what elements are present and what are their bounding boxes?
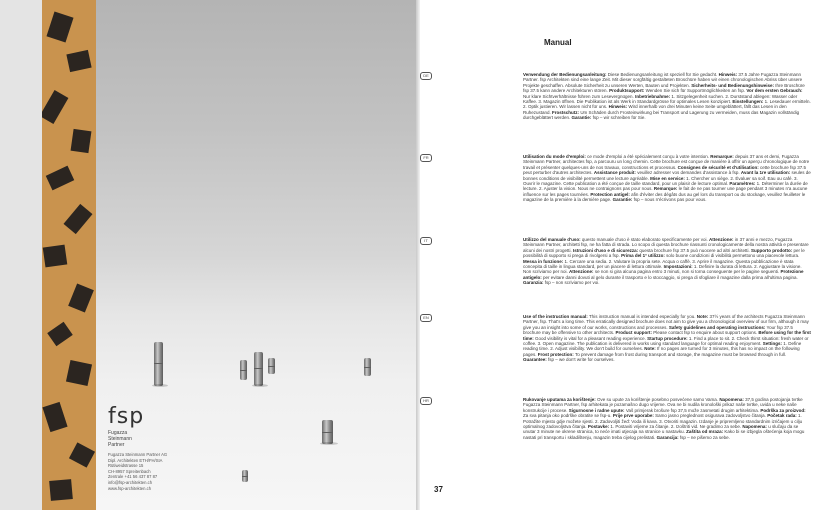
manual-description: Vaš primjerak brošure fsp 37,5 može zasmetati drugim arhitektima. [625, 407, 760, 413]
manual-description: Your fsp 37.5 brochure may be offensive to other architects. [523, 324, 793, 336]
manual-description: 1. Chercher un siège. 2. Évaluer sa soif. Eau ou café. 3. Ouvrir le magazine. Cette publication a été conçue de taille standard, pour un plaisir de lecture optimal. [523, 175, 798, 187]
manual-term: Consignes de sécurité et d'utilisation: [677, 164, 759, 170]
manual-term: Before using for the first time: [523, 330, 811, 341]
manual-description: 37.5 Jahre Fugazza Steinmann Partner. fsp Architekten sind eine lange Zeit. Mit dieser sorgfältig gestalteten Broschüre haben wir einen chronologischen Abriss über unsere Projekte geschaffen. Absolute Sicherheit zu unseren Werten, Bauten und Projekten. [523, 72, 803, 88]
manual-description: questa brochure fsp 37.5 può nuocere ad altri architetti. [639, 247, 750, 253]
manual-term: Remarque: [653, 186, 678, 192]
manual-description: per le possibilità di supporto si prega di rivolgersi a fsp. [523, 247, 805, 259]
manual-term: Safety guidelines and operating instructions: [668, 324, 766, 330]
manual-term: Remarque: [710, 154, 734, 159]
manual-description: Ove su upute za korištenje posebno posvećene samo Vama. [597, 397, 719, 402]
lang-section-hr [423, 397, 811, 440]
page-number: 37 [434, 485, 443, 494]
manual-term: Frostschutz: [552, 109, 580, 115]
manual-term: Prima del 1° utilizzo: [621, 253, 665, 259]
manual-description: seules de bonnes conditions de visibilité permettent une lecture agréable. [523, 170, 811, 181]
page-title: Manual [544, 38, 572, 47]
manual-term: Protection antigel: [590, 191, 630, 197]
manual-description: u slučaju da se unutar 3 minute ne okrene stranica, to neće imati utjecaja na stranice u nastavku. [523, 424, 799, 435]
manual-description: in 37 anni e mezzo, Fugazza Steinmann Partner, architetti fsp, ne ha fatta di strada. Lo scopo di questa brochure riassunti cronologicamente della nostra attività e presentare alcuni dei nostri progetti. [523, 237, 809, 253]
manual-description: fsp – ne pišemo za sebe. [679, 434, 730, 440]
manual-description: veuillez adresser vos demandes d'assistance à fsp. [637, 170, 740, 176]
manual-description: per evitare danni dovuti al gelo durante il trasporto e lo stoccaggio, si prega di sfogliare il magazine dalla prima all'ultima pagina. [543, 274, 798, 280]
manual-term: Garanzia: [523, 280, 544, 286]
manual-term: Napomena: [719, 397, 744, 402]
manual-term: Attenzione: [569, 269, 594, 275]
magnet [240, 360, 247, 380]
magnet [254, 352, 263, 386]
manual-description: Nur klare Sichtverhältnisse führen zum Lesevergnügen. [523, 93, 634, 99]
magnet [322, 420, 333, 444]
language-badge: IT [420, 237, 432, 245]
manual-description: 1. Déterminer la durée de lecture. 2. Ajuster la vision. Nous ne contraignons pas pour nous. [523, 181, 808, 192]
magnet [242, 470, 248, 482]
manual-term: Attenzione: [709, 237, 734, 242]
language-badge: HR [420, 397, 432, 405]
manual-term: Utilisation du mode d'emploi: [523, 154, 586, 159]
language-badge: FR [420, 154, 432, 162]
manual-term: Settings: [762, 341, 783, 347]
manual-description: 37½ years of the architects Fugazza Steinmann Partner, fsp. That's a long time. This erratically designed brochure does not aim to give you a chronological overview of our firm, although it may give you an insight into some of our works, constructions and processes. [523, 314, 809, 330]
manual-description: fsp – we don't write for ourselves. [548, 357, 615, 363]
manual-term: Paramètres: [729, 181, 756, 187]
manual-description: Ihre Broschüre fsp 37.5 kann andere Architekturen stören. [523, 82, 805, 94]
manual-text [523, 72, 811, 121]
logo-subtitle: Fugazza Steinmann Partner [108, 430, 132, 448]
manual-description: 1. Postaviti vrijeme za čitanje. 2. Izoštriti vid. Ne gradimo za sebe. [610, 424, 742, 430]
manual-text [523, 237, 811, 286]
cover-edge-stripe [42, 0, 96, 510]
manual-description: To prevent damage from frost during transport and storage, the magazine must be browsed through in full. [574, 351, 787, 357]
manual-description: se non si gira alcuna pagina entro 3 minuti, non si torna conseguente per le pagine seguenti. [594, 269, 780, 275]
manual-description: 37,5 godina postojanja tvrtke Fugazza Steinmann Partner, fsp arhitekata je pozamašno dugo vrijeme. Ova ne bi nudila kronološki prikaz naše tvrtke, uvida u neke naše konstrukcije i procese. [523, 397, 803, 413]
manual-description: ce mode d'emploi a été spécialement conçu à votre intention. [587, 154, 710, 159]
manual-description: This instruction manual is intended especially for you. [588, 314, 696, 319]
manual-description: Wird innerhalb von drei Minuten keine Seite umgeblättert, fällt das Lesen in den Ruhezustand. [523, 104, 787, 115]
manual-term: Protezione antigelo: [523, 269, 804, 280]
manual-description: 1. Sitzgelegenheit suchen. 2. Durststand ablegen: Wasser oder Kaffee. 3. Magazin öffnen. Die Publikation ist als Werk in Standardgrösse für optimales Lesen konzipiert. [523, 93, 798, 105]
magnet [154, 342, 163, 386]
manual-term: Use of the instruction manual: [523, 314, 588, 319]
manual-description: fsp – nous n'écrivons pas pour vous. [633, 197, 707, 203]
manual-term: Garantie: [571, 115, 592, 121]
manual-term: Impostazioni: [663, 264, 693, 270]
fsp-logo [108, 406, 144, 448]
manual-description: fsp – wir schreiben für Sie. [592, 115, 646, 121]
manual-term: Sicherheits- und Bedienungshinweise: [691, 82, 774, 88]
magnet [364, 358, 371, 376]
manual-text [523, 314, 811, 363]
manual-term: Einstellungen: [732, 99, 764, 105]
manual-term: Zaštita od mraza: [686, 429, 724, 435]
manual-description: questo manuale d'uso è stato elaborato specificamente per voi. [581, 237, 708, 242]
manual-description: 1. Definire la durata di lettura. 2. Aggiustare la visione. Non scriviamo per noi. [523, 264, 802, 275]
manual-description: solo buone condizioni di visibilità permettono una piacevole lettura. [666, 253, 800, 259]
manual-term: Verwendung der Bedienungsanleitung: [523, 72, 607, 77]
manual-term: Hinweis: [718, 72, 738, 77]
manual-term: Postavke: [587, 424, 610, 430]
manual-term: Startup procedure: [647, 335, 688, 341]
manual-description: Wenden Sie sich für Supportmöglichkeiten an fsp. [645, 88, 746, 94]
company-address: Fugazza Steinmann Partner AG Dipl. Architekten ETH/FH/SIA Rütiweidstrasse 15 CH-8957 Spreitenbach Zentrale +41 56 437 87 87 info@fsp-architekten.ch www.fsp-architekten.ch [108, 452, 168, 491]
manual-term: Podrška za proizvod: [760, 407, 806, 413]
manual-description: Diese Bedienungsanleitung ist speziell für Sie gedacht. [607, 72, 718, 77]
magnet [268, 358, 275, 374]
manual-term: Avant la 1re utilisation: [740, 170, 791, 176]
manual-term: Vor dem ersten Gebrauch: [746, 88, 803, 94]
manual-term: Note: [644, 346, 656, 352]
manual-description: Za sva pitanja oko podrške obratite se fsp-u. [523, 413, 612, 419]
lang-section-it [424, 237, 811, 286]
manual-description: 1. Lesedauer ermitteln. 2. Optik justieren. Wir lassen nicht für uns. [523, 99, 811, 110]
magnets-photo [96, 0, 418, 510]
manual-description: Kako bi se izbjegla oštećenja koja mogu nastati pri transportu i skladištenju, magazin treba cijelog prelistati. [523, 429, 805, 440]
right-page [420, 0, 820, 510]
manual-term: Messa in funzione: [523, 258, 564, 264]
manual-term: Frost protection: [537, 351, 574, 357]
manual-term: Garancija: [656, 434, 679, 440]
manual-text [523, 397, 811, 440]
manual-term: Napomena: [742, 424, 767, 430]
manual-term: Supporto prodotto: [751, 247, 793, 253]
manual-term: Početak rada: [767, 413, 797, 419]
manual-description: 1. Find a place to sit. 2. Check thirst situation: fresh water or coffee. 3. Open magazine. The publication is delivered in works using standard language for optimal reading enjoyment. [523, 335, 809, 347]
manual-term: Note: [696, 314, 709, 319]
manual-description: Please contact fsp to enquire about support options. [653, 330, 758, 336]
logo-mark: fsp [108, 404, 145, 429]
language-badge: DE [420, 72, 432, 80]
manual-description: Samo jasno preglednost osigurava zadovoljstvo čitanja. [655, 413, 766, 419]
lang-section-fr [423, 154, 811, 203]
manual-term: Product support: [615, 330, 652, 336]
manual-description: 1. Define reading time. 2. Adjust visibility. We don't build for ourselves. [523, 341, 802, 352]
manual-term: Prije prve uporabe: [612, 413, 654, 419]
manual-description: If no pages are turned for 3 minutes, this has no impact on the following pages. [523, 346, 800, 357]
manual-term: Assistance produit: [593, 170, 636, 176]
manual-description: 1. Potražite mjesto gdje možete sjesti. 2. Zadovoljiti žeđ: Voda ili kava. 3. Otvoriti magazin. Izdanje je pripremljeno standardnim izričajem u cilju optimalnog zadovoljstva čitanja. [523, 413, 803, 430]
lang-section-de [423, 72, 811, 121]
manual-term: Utilizzo del manuale d'uso: [523, 237, 581, 242]
manual-term: Istruzioni d'uso e di sicurezza: [573, 247, 639, 253]
manual-term: Mise en service: [650, 175, 685, 181]
manual-description: le fait de ne pas tourner une page pendant 3 minutes n'a aucune influence sur les pages tournées. [523, 186, 808, 197]
manual-term: Produktsupport: [609, 88, 645, 94]
manual-term: Rukovanje uputama za korištenje: [523, 397, 596, 402]
manual-description: Um Schäden durch Frosteinwirkung bei Transport und Lagerung zu vermeiden, muss das Magazin vollständig durchgeblättert werden. [523, 109, 800, 121]
manual-description: Good visibility is vital for a pleasant reading experience. [535, 335, 646, 341]
manual-description: depuis 37 ans et demi, Fugazza Steinmann Partner, architectes fsp, a parcouru un long chemin. Cette brochure est conçue de manière à offrir un aperçu chronologique de notre travail et présenter quelques-uns de nos travaux, constructions et processus. [523, 154, 810, 170]
manual-term: Sigurnosne i radne upute: [568, 407, 625, 413]
lang-section-en [423, 314, 811, 363]
manual-description: fsp – non scriviamo per voi. [544, 280, 600, 286]
manual-description: afin d'éviter des dégâts dus au gel lors du transport ou du stockage, veuillez feuilleter le magazine de la première à la dernière page. [523, 191, 806, 203]
manual-text [523, 154, 811, 203]
manual-term: Hinweis: [608, 104, 628, 110]
language-badge: EN [420, 314, 432, 322]
manual-term: Inbetriebnahme: [635, 93, 671, 99]
manual-description: cette brochure fsp 37.5 peut perturber d'autres architectes. [523, 164, 806, 176]
manual-term: Garantie: [612, 197, 633, 203]
manual-term: Guarantee: [523, 357, 547, 363]
manual-description: 1. Cercare una sedia. 2. Valutare la propria sete. Acqua o caffè. 3. Aprire il magazine. Questa pubblicazione è stata concepita di taille in lingua standard, per un piacere di lettura ottimale. [523, 258, 794, 270]
